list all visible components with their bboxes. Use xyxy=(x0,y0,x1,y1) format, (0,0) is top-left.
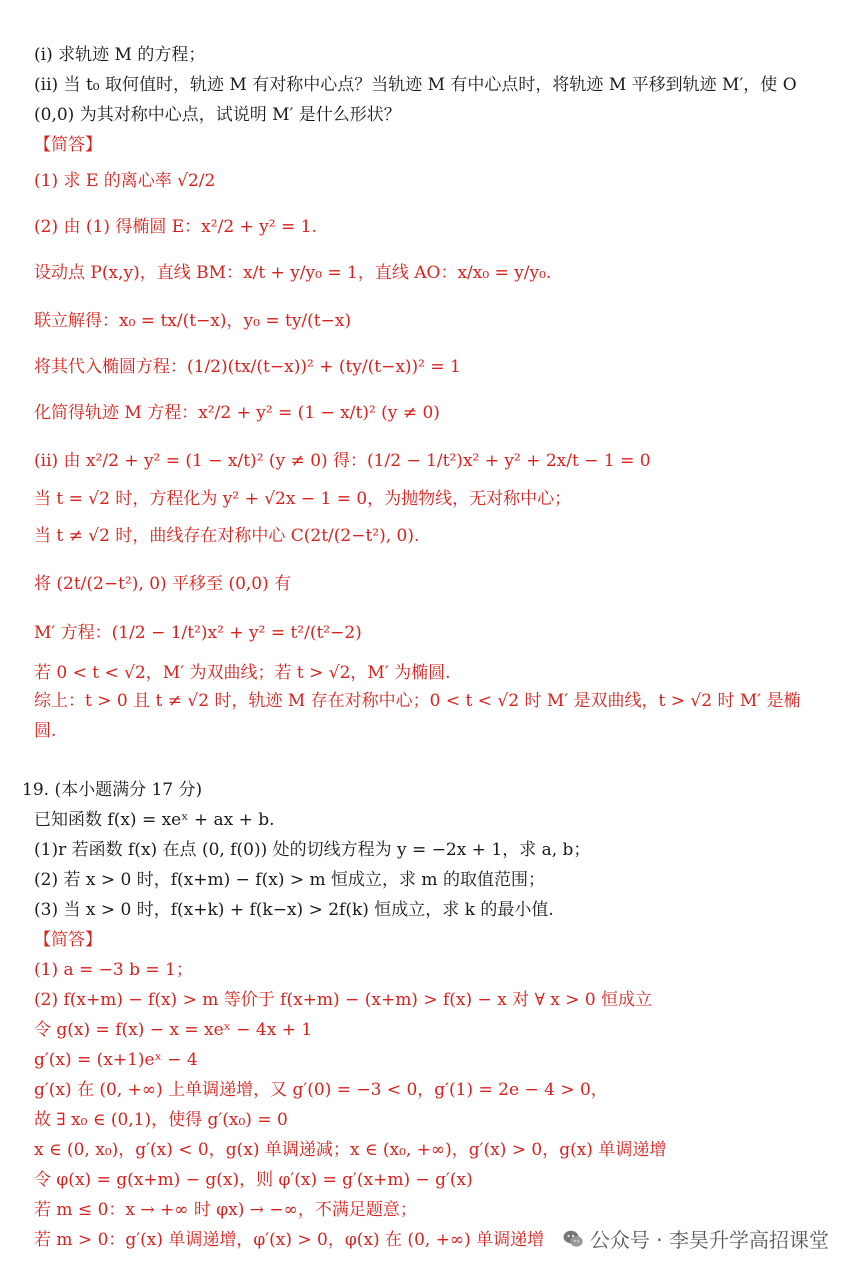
text-line-l12: 当 t = √2 时，方程化为 y² + √2x − 1 = 0，为抛物线，无对称中心； xyxy=(34,489,572,509)
text-line-l28: g′(x) = (x+1)eˣ − 4 xyxy=(34,1050,198,1070)
text-line-l29: g′(x) 在 (0, +∞) 上单调递增，又 g′(0) = −3 < 0，g′(1) = 2e − 4 > 0， xyxy=(34,1080,608,1100)
text-line-l27: 令 g(x) = f(x) − x = xeˣ − 4x + 1 xyxy=(34,1020,313,1040)
text-line-l32: 令 φ(x) = g(x+m) − g(x)，则 φ′(x) = g′(x+m) − g′(x) xyxy=(34,1170,473,1190)
text-line-l23: (3) 当 x > 0 时，f(x+k) + f(k−x) > 2f(k) 恒成立，求 k 的最小值. xyxy=(34,900,554,920)
text-line-l15: M′ 方程：(1/2 − 1/t²)x² + y² = t²/(t²−2) xyxy=(34,623,362,643)
text-line-l14: 将 (2t/(2−t²), 0) 平移至 (0,0) 有 xyxy=(34,574,292,594)
watermark-text: 公众号 · 李昊升学高招课堂 xyxy=(589,1228,829,1252)
text-line-l19: 19. (本小题满分 17 分) xyxy=(22,780,203,800)
text-line-l06: (2) 由 (1) 得椭圆 E：x²/2 + y² = 1. xyxy=(34,217,317,237)
text-line-l21: (1)r 若函数 f(x) 在点 (0, f(0)) 处的切线方程为 y = −2x + 1，求 a, b； xyxy=(34,840,591,860)
text-line-l31: x ∈ (0, x₀)，g′(x) < 0，g(x) 单调递减；x ∈ (x₀, +∞)，g′(x) > 0，g(x) 单调递增 xyxy=(34,1140,667,1160)
text-line-l03: (0,0) 为其对称中心点，试说明 M′ 是什么形状？ xyxy=(34,105,401,125)
watermark xyxy=(558,1222,833,1255)
text-line-l04: 【简答】 xyxy=(34,135,102,155)
text-line-l25: (1) a = −3 b = 1； xyxy=(34,960,193,980)
text-line-l07: 设动点 P(x,y)，直线 BM：x/t + y/y₀ = 1，直线 AO：x/x₀ = y/y₀. xyxy=(34,263,552,283)
text-line-l16: 若 0 < t < √2，M′ 为双曲线；若 t > √2，M′ 为椭圆. xyxy=(34,663,451,683)
text-line-l05: (1) 求 E 的离心率 √2/2 xyxy=(34,171,216,191)
text-line-l09: 将其代入椭圆方程：(1/2)(tx/(t−x))² + (ty/(t−x))² = 1 xyxy=(34,357,461,377)
text-line-l34: 若 m > 0：g′(x) 单调递增，φ′(x) > 0，φ(x) 在 (0, +∞) 单调递增 xyxy=(34,1230,545,1250)
text-line-l13: 当 t ≠ √2 时，曲线存在对称中心 C(2t/(2−t²), 0). xyxy=(34,526,420,546)
text-line-l11: (ii) 由 x²/2 + y² = (1 − x/t)² (y ≠ 0) 得：(1/2 − 1/t²)x² + y² + 2x/t − 1 = 0 xyxy=(34,451,651,471)
text-line-l22: (2) 若 x > 0 时，f(x+m) − f(x) > m 恒成立，求 m 的取值范围； xyxy=(34,870,545,890)
text-line-l24: 【简答】 xyxy=(34,930,102,950)
text-line-l20: 已知函数 f(x) = xeˣ + ax + b. xyxy=(34,810,275,830)
wechat-icon xyxy=(562,1228,584,1250)
text-line-l33: 若 m ≤ 0：x → +∞ 时 φx) → −∞，不满足题意； xyxy=(34,1200,417,1220)
text-line-l18: 圆. xyxy=(34,721,57,741)
text-line-l10: 化简得轨迹 M 方程：x²/2 + y² = (1 − x/t)² (y ≠ 0) xyxy=(34,403,440,423)
text-line-l01: (i) 求轨迹 M 的方程； xyxy=(34,45,206,65)
text-line-l02: (ii) 当 t₀ 取何值时，轨迹 M 有对称中心点？当轨迹 M 有中心点时，将轨迹 M 平移到轨迹 M′，使 O xyxy=(34,75,797,95)
text-line-l30: 故 ∃ x₀ ∈ (0,1)，使得 g′(x₀) = 0 xyxy=(34,1110,288,1130)
text-line-l26: (2) f(x+m) − f(x) > m 等价于 f(x+m) − (x+m) > f(x) − x 对 ∀ x > 0 恒成立 xyxy=(34,990,653,1010)
text-line-l08: 联立解得：x₀ = tx/(t−x)，y₀ = ty/(t−x) xyxy=(34,311,352,331)
text-line-l17: 综上：t > 0 且 t ≠ √2 时，轨迹 M 存在对称中心；0 < t < √2 时 M′ 是双曲线，t > √2 时 M′ 是椭 xyxy=(34,691,801,711)
